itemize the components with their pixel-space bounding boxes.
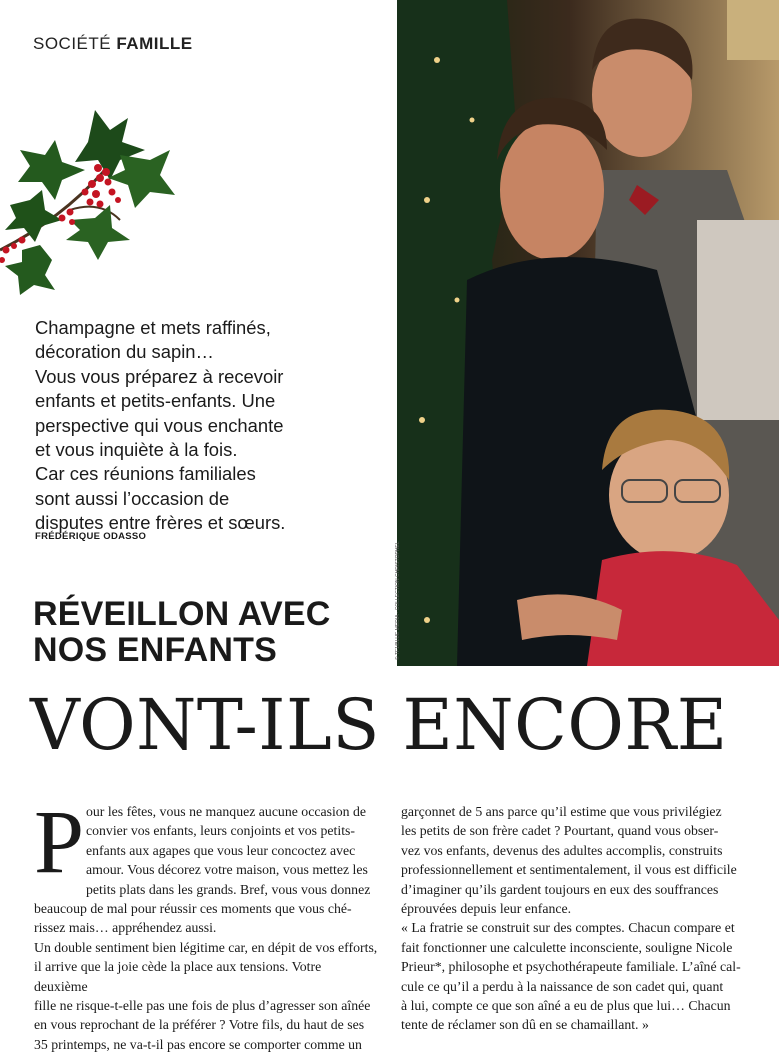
headline-line: NOS ENFANTS: [33, 631, 278, 669]
kicker-subsection: FAMILLE: [116, 34, 193, 53]
article-line: enfants aux agapes que vous leur concoctez avec: [86, 842, 356, 858]
article-column-2: [401, 802, 746, 1035]
kicker-section: SOCIÉTÉ: [33, 34, 112, 53]
article-column-1: [34, 793, 378, 1054]
drop-cap: P: [34, 793, 85, 892]
intro-line: perspective qui vous enchante: [35, 414, 284, 436]
section-kicker: [33, 34, 193, 54]
article-line: garçonnet de 5 ans parce qu’il estime que vous privilégiez: [401, 804, 722, 819]
article-line: Prieur*, philosophe et psychothérapeute familiale. L’aîné cal-: [401, 959, 741, 975]
article-line: our les fêtes, vous ne manquez aucune occasion de: [86, 804, 367, 819]
article-line: Un double sentiment bien légitime car, en dépit de vos efforts,: [34, 939, 378, 955]
article-line: beaucoup de mal pour réussir ces moments que vous ché-: [34, 901, 352, 917]
article-line: à lui, compte ce que son aîné a eu de plus que lui… Chacun: [401, 998, 731, 1014]
author-first: FRÉDÉRIQUE: [35, 531, 101, 542]
intro-line: Champagne et mets raffinés,: [35, 317, 271, 338]
article-line: 35 printemps, ne va-t-il pas encore se comporter comme un: [34, 1036, 362, 1052]
intro-line: sont aussi l’occasion de: [35, 487, 230, 509]
article-line: vez vos enfants, devenus des adultes accomplis, construits: [401, 842, 723, 858]
article-line: les petits de son frère cadet ? Pourtant, quand vous obser-: [401, 823, 719, 839]
intro-line: disputes entre frères et sœurs.: [35, 512, 286, 534]
author-byline: [35, 531, 146, 542]
family-photo: [397, 0, 779, 666]
article-line: cule ce qu’il a perdu à la naissance de son cadet qui, quant: [401, 978, 724, 994]
intro-text: [35, 316, 395, 536]
article-line: amour. Vous décorez votre maison, vous mettez les: [86, 862, 368, 878]
intro-line: enfants et petits-enfants. Une: [35, 390, 276, 412]
article-line: d’imaginer qu’ils gardent toujours en eux des souffrances: [401, 881, 719, 897]
intro-line: Vous vous préparez à recevoir: [35, 365, 284, 387]
article-line: convier vos enfants, leurs conjoints et vos petits-: [86, 823, 355, 839]
article-line: éprouvées depuis leur enfance.: [401, 901, 572, 917]
headline-line: RÉVEILLON AVEC: [33, 595, 331, 633]
article-line: fille ne risque-t-elle pas une fois de plus d’agresser son aînée: [34, 998, 371, 1014]
article-line: fait fonctionner une calculette inconsciente, souligne Nicole: [401, 939, 733, 955]
intro-line: décoration du sapin…: [35, 341, 214, 363]
page-title: VONT-ILS ENCORE: [30, 684, 728, 766]
headline: [33, 596, 331, 668]
holly-icon: [0, 100, 185, 295]
article-line: il arrive que la joie cède la place aux tensions. Votre deuxième: [34, 959, 322, 994]
intro-line: Car ces réunions familiales: [35, 463, 256, 485]
photo-credit: © TF1/BLUE MEDIA - COLLECTION CHRISTOPHEL: [395, 541, 401, 660]
article-line: professionnellement et sentimentalement, il vous est difficile: [401, 862, 737, 878]
intro-line: et vous inquiète à la fois.: [35, 439, 238, 461]
article-line: « La fratrie se construit sur des comptes. Chacun compare et: [401, 920, 735, 936]
author-last: ODASSO: [103, 531, 147, 542]
article-line: tente de réclamer son dû en se chamaillant. »: [401, 1017, 649, 1033]
article-line: rissez mais… appréhendez aussi.: [34, 920, 217, 936]
article-line: petits plats dans les grands. Bref, vous vous donnez: [86, 881, 371, 897]
article-line: en vous reprochant de la préférer ? Votre fils, du haut de ses: [34, 1017, 365, 1033]
